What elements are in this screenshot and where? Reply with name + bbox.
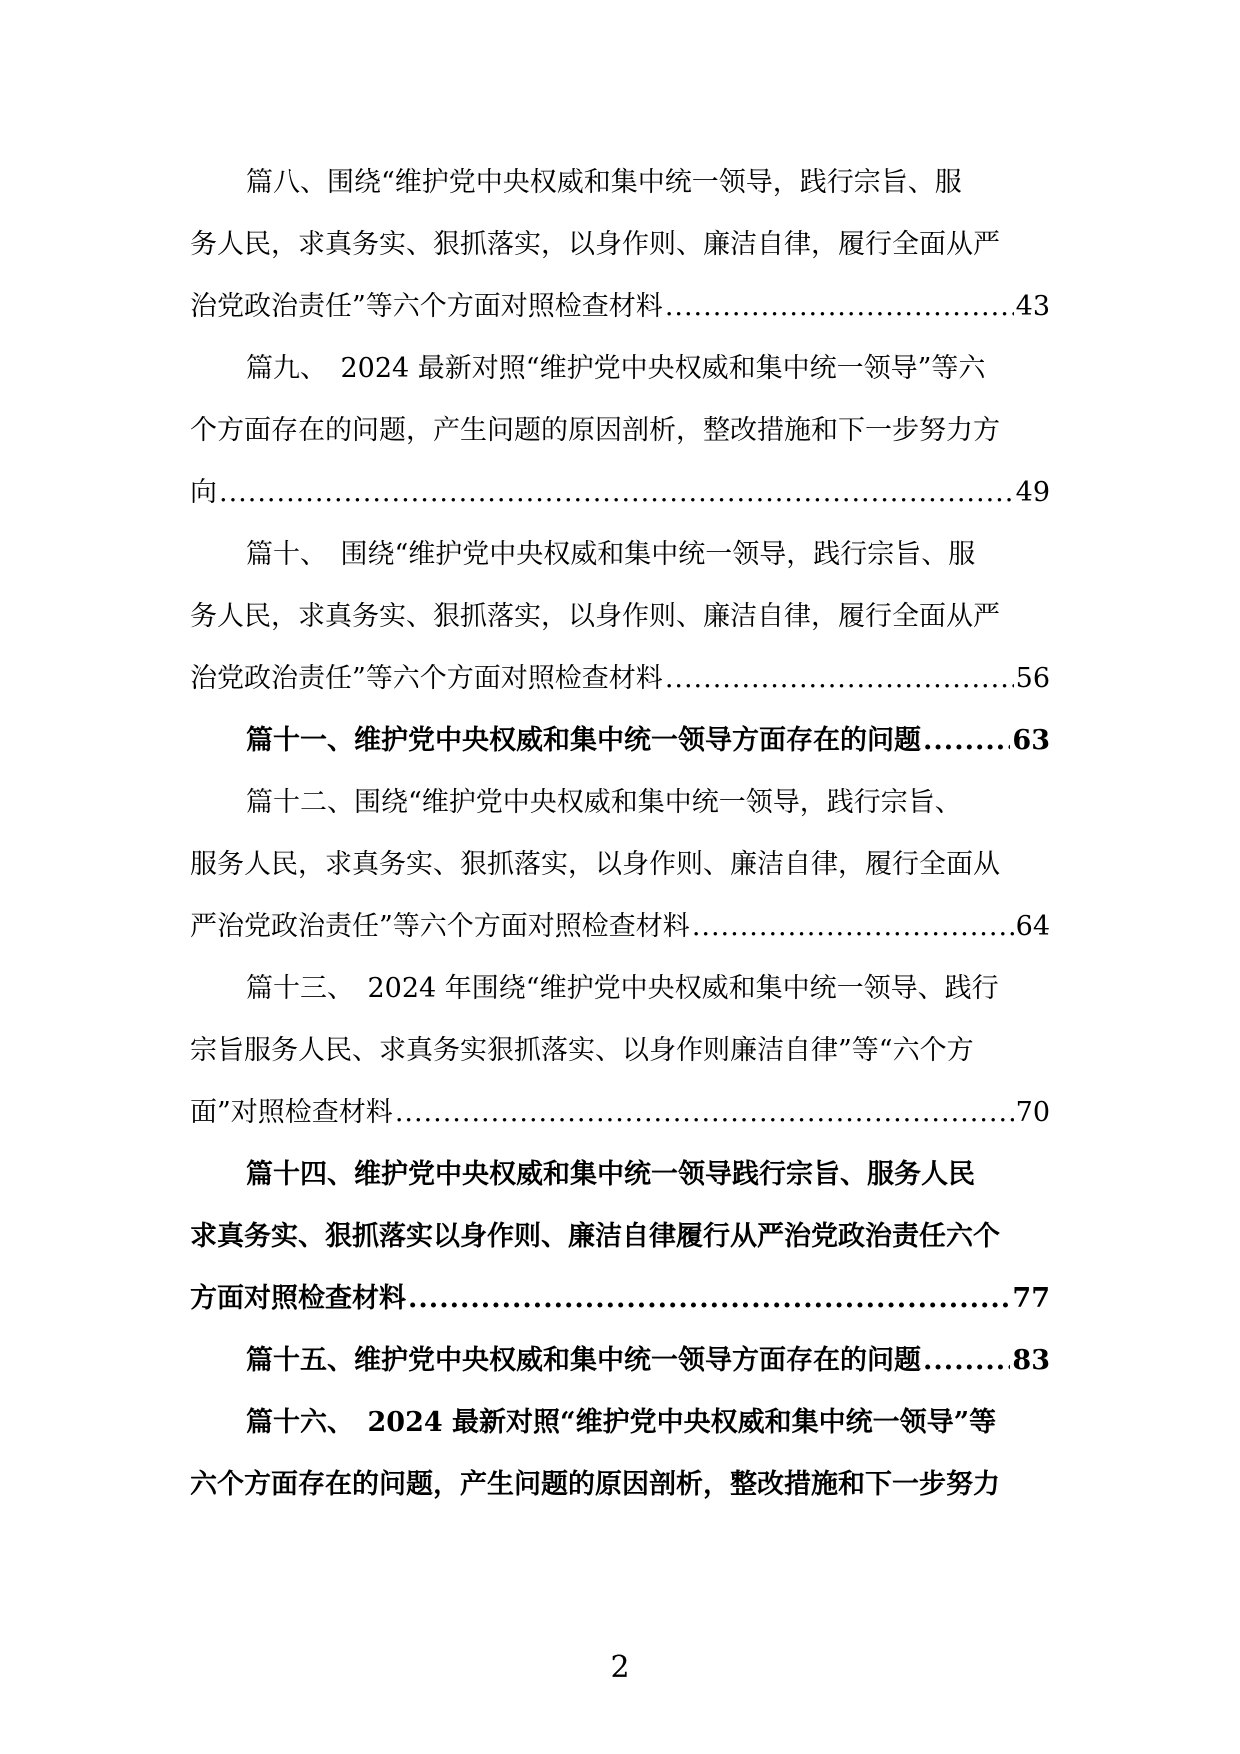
toc-entry[interactable]	[190, 1392, 1050, 1516]
toc-entry-text: 面”对照检查材料	[190, 1097, 393, 1128]
toc-entry-last-line	[190, 1330, 1050, 1392]
toc-page-number: 83	[1012, 1345, 1050, 1376]
toc-leader-dots	[665, 648, 1014, 710]
toc-entry-last-line	[190, 648, 1050, 710]
toc-leader-dots	[665, 276, 1014, 338]
toc-leader-dots	[408, 1268, 1010, 1330]
toc-entry[interactable]	[190, 710, 1050, 772]
table-of-contents	[190, 152, 1050, 1516]
toc-page-number: 43	[1015, 291, 1050, 322]
toc-entry-text: 篇十一、维护党中央权威和集中统一领导方面存在的问题	[246, 725, 921, 756]
toc-entry-line: 篇十六、 2024 最新对照“维护党中央权威和集中统一领导”等	[246, 1407, 997, 1438]
toc-leader-dots	[395, 1082, 1014, 1144]
toc-entry-text: 方面对照检查材料	[190, 1283, 406, 1314]
toc-leader-dots	[219, 462, 1014, 524]
toc-entry-last-line	[190, 462, 1050, 524]
page-number: 2	[610, 1650, 630, 1685]
toc-entry[interactable]	[190, 338, 1050, 524]
toc-entry-last-line	[190, 1268, 1050, 1330]
toc-entry[interactable]	[190, 1330, 1050, 1392]
toc-entry-line: 篇八、围绕“维护党中央权威和集中统一领导，践行宗旨、服	[246, 167, 962, 198]
toc-entry[interactable]	[190, 524, 1050, 710]
toc-entry[interactable]	[190, 152, 1050, 338]
toc-entry-line: 务人民，求真务实、狠抓落实，以身作则、廉洁自律，履行全面从严	[190, 229, 1000, 260]
toc-entry-text: 篇十五、维护党中央权威和集中统一领导方面存在的问题	[246, 1345, 921, 1376]
toc-entry-text: 向	[190, 477, 217, 508]
toc-entry-line: 六个方面存在的问题，产生问题的原因剖析，整改措施和下一步努力	[190, 1469, 1000, 1500]
toc-entry-text: 严治党政治责任”等六个方面对照检查材料	[190, 911, 690, 942]
toc-entry-text: 治党政治责任”等六个方面对照检查材料	[190, 663, 663, 694]
toc-page-number: 64	[1015, 911, 1050, 942]
toc-entry-last-line	[190, 710, 1050, 772]
toc-entry-line: 篇十四、维护党中央权威和集中统一领导践行宗旨、服务人民	[246, 1159, 975, 1190]
toc-leader-dots	[923, 1330, 1010, 1392]
toc-entry-line: 个方面存在的问题，产生问题的原因剖析，整改措施和下一步努力方	[190, 415, 1000, 446]
toc-entry-line: 务人民，求真务实、狠抓落实，以身作则、廉洁自律，履行全面从严	[190, 601, 1000, 632]
toc-entry-line: 篇十三、 2024 年围绕“维护党中央权威和集中统一领导、践行	[246, 973, 999, 1004]
toc-entry[interactable]	[190, 772, 1050, 958]
toc-entry-last-line	[190, 276, 1050, 338]
toc-entry-line: 篇九、 2024 最新对照“维护党中央权威和集中统一领导”等六	[246, 353, 986, 384]
toc-entry-line: 求真务实、狠抓落实以身作则、廉洁自律履行从严治党政治责任六个	[190, 1221, 1000, 1252]
toc-page-number: 77	[1012, 1283, 1050, 1314]
toc-entry-line: 篇十二、围绕“维护党中央权威和集中统一领导，践行宗旨、	[246, 787, 962, 818]
toc-page-number: 49	[1015, 477, 1050, 508]
toc-entry-line: 宗旨服务人民、求真务实狠抓落实、以身作则廉洁自律”等“六个方	[190, 1035, 974, 1066]
toc-page-number: 56	[1015, 663, 1050, 694]
toc-entry-last-line	[190, 1082, 1050, 1144]
toc-entry-line: 篇十、 围绕“维护党中央权威和集中统一领导，践行宗旨、服	[246, 539, 976, 570]
toc-entry-text: 治党政治责任”等六个方面对照检查材料	[190, 291, 663, 322]
toc-leader-dots	[692, 896, 1014, 958]
toc-entry-line: 服务人民，求真务实、狠抓落实，以身作则、廉洁自律，履行全面从	[190, 849, 1000, 880]
toc-leader-dots	[923, 710, 1010, 772]
toc-entry-last-line	[190, 896, 1050, 958]
toc-page-number: 63	[1012, 725, 1050, 756]
toc-entry[interactable]	[190, 958, 1050, 1144]
toc-page-number: 70	[1015, 1097, 1050, 1128]
toc-entry[interactable]	[190, 1144, 1050, 1330]
